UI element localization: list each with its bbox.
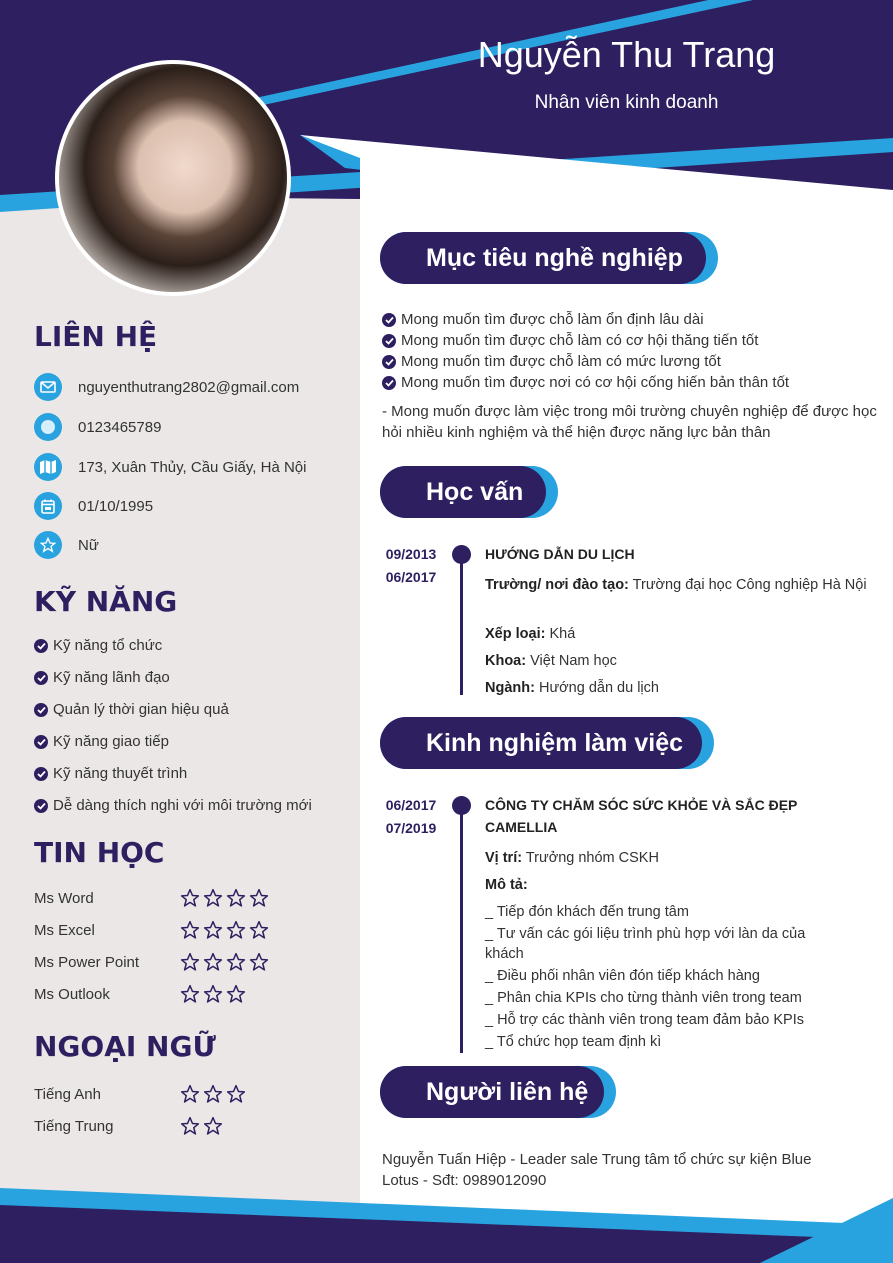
star-rating bbox=[180, 984, 246, 1004]
education-heading: Học vấn bbox=[380, 466, 546, 518]
rating-row: Tiếng Anh bbox=[34, 1084, 334, 1104]
education-start-date: 09/2013 bbox=[385, 546, 437, 562]
education-title: HƯỚNG DẪN DU LỊCH bbox=[485, 546, 635, 562]
objective-item: Mong muốn tìm được chỗ làm có mức lương tốt bbox=[382, 353, 721, 370]
rating-row: Ms Power Point bbox=[34, 952, 334, 972]
star-icon bbox=[203, 1084, 223, 1104]
star-icon bbox=[180, 1084, 200, 1104]
star-icon bbox=[180, 920, 200, 940]
mail-icon bbox=[34, 373, 62, 401]
experience-position: Vị trí: Trưởng nhóm CSKH bbox=[485, 850, 659, 866]
star-icon bbox=[180, 888, 200, 908]
skill-item: Kỹ năng thuyết trình bbox=[34, 765, 187, 782]
education-end-date: 06/2017 bbox=[385, 569, 437, 585]
skill-item: Kỹ năng giao tiếp bbox=[34, 733, 169, 750]
star-icon bbox=[226, 952, 246, 972]
star-icon bbox=[226, 888, 246, 908]
skill-item: Kỹ năng tổ chức bbox=[34, 637, 162, 654]
calendar-icon bbox=[34, 492, 62, 520]
star-rating bbox=[180, 888, 269, 908]
star-icon bbox=[203, 984, 223, 1004]
star-icon bbox=[249, 920, 269, 940]
timeline-line bbox=[460, 811, 463, 1053]
objective-paragraph: - Mong muốn được làm việc trong môi trường chuyên nghiệp để được học hỏi nhiều kinh nghiệm và thể hiện được năng lực bản thân bbox=[382, 403, 877, 441]
star-icon bbox=[180, 952, 200, 972]
contact-phone[interactable]: 0123465789 bbox=[34, 413, 161, 441]
timeline-line bbox=[460, 560, 463, 695]
contact-email[interactable]: nguyenthutrang2802@gmail.com bbox=[34, 373, 299, 401]
star-icon bbox=[203, 888, 223, 908]
check-icon bbox=[34, 639, 48, 653]
check-icon bbox=[34, 703, 48, 717]
map-icon bbox=[34, 453, 62, 481]
check-icon bbox=[34, 799, 48, 813]
experience-task: _ Điều phối nhân viên đón tiếp khách hàng bbox=[485, 968, 760, 984]
star-icon bbox=[180, 984, 200, 1004]
objective-heading: Mục tiêu nghề nghiệp bbox=[380, 232, 706, 284]
skill-item: Dễ dàng thích nghi với môi trường mới bbox=[34, 797, 312, 814]
star-icon bbox=[203, 1116, 223, 1136]
check-icon bbox=[382, 376, 396, 390]
star-rating bbox=[180, 952, 269, 972]
star-rating bbox=[180, 920, 269, 940]
computer-heading: TIN HỌC bbox=[34, 836, 165, 869]
star-icon bbox=[249, 888, 269, 908]
experience-description-label: Mô tả: bbox=[485, 877, 528, 893]
profile-photo bbox=[55, 60, 291, 296]
experience-task: _ Tư vấn các gói liệu trình phù hợp với làn da của khách bbox=[485, 926, 806, 962]
star-icon bbox=[180, 1116, 200, 1136]
languages-heading: NGOẠI NGỮ bbox=[34, 1030, 216, 1063]
candidate-title: Nhân viên kinh doanh bbox=[534, 92, 719, 113]
rating-row: Ms Outlook bbox=[34, 984, 334, 1004]
skill-item: Kỹ năng lãnh đạo bbox=[34, 669, 170, 686]
phone-icon bbox=[34, 413, 62, 441]
contact-address: 173, Xuân Thủy, Cầu Giấy, Hà Nội bbox=[34, 453, 306, 481]
star-icon bbox=[226, 984, 246, 1004]
education-grade: Xếp loại: Khá bbox=[485, 626, 576, 642]
experience-company: CÔNG TY CHĂM SÓC SỨC KHỎE VÀ SẮC ĐẸP CAMELLIA bbox=[485, 797, 798, 835]
check-icon bbox=[382, 355, 396, 369]
reference-heading: Người liên hệ bbox=[380, 1066, 604, 1118]
education-faculty: Khoa: Việt Nam học bbox=[485, 653, 617, 669]
star-icon bbox=[226, 1084, 246, 1104]
experience-task: _ Hỗ trợ các thành viên trong team đảm bảo KPIs bbox=[485, 1012, 805, 1028]
experience-start-date: 06/2017 bbox=[385, 797, 437, 813]
star-rating bbox=[180, 1116, 223, 1136]
contact-heading: LIÊN HỆ bbox=[34, 320, 158, 353]
skills-heading: KỸ NĂNG bbox=[34, 585, 178, 618]
check-icon bbox=[382, 313, 396, 327]
star-icon bbox=[34, 531, 62, 559]
objective-item: Mong muốn tìm được nơi có cơ hội cống hiến bản thân tốt bbox=[382, 374, 789, 391]
education-school: Trường/ nơi đào tạo: Trường đại học Công nghiệp Hà Nội bbox=[485, 577, 867, 593]
skill-item: Quản lý thời gian hiệu quả bbox=[34, 701, 229, 718]
experience-heading: Kinh nghiệm làm việc bbox=[380, 717, 702, 769]
objective-item: Mong muốn tìm được chỗ làm ổn định lâu dài bbox=[382, 311, 704, 328]
rating-row: Tiếng Trung bbox=[34, 1116, 334, 1136]
star-rating bbox=[180, 1084, 246, 1104]
contact-gender: Nữ bbox=[34, 531, 99, 559]
reference-text: Nguyễn Tuấn Hiệp - Leader sale Trung tâm tổ chức sự kiện Blue Lotus - Sđt: 0989012090 bbox=[382, 1151, 812, 1189]
candidate-name: Nguyễn Thu Trang bbox=[477, 34, 776, 75]
experience-task: _ Tiếp đón khách đến trung tâm bbox=[485, 904, 689, 920]
star-icon bbox=[203, 952, 223, 972]
objective-item: Mong muốn tìm được chỗ làm có cơ hội thăng tiến tốt bbox=[382, 332, 758, 349]
check-icon bbox=[382, 334, 396, 348]
check-icon bbox=[34, 671, 48, 685]
rating-row: Ms Word bbox=[34, 888, 334, 908]
check-icon bbox=[34, 735, 48, 749]
experience-task: _ Tổ chức họp team định kì bbox=[485, 1034, 662, 1050]
rating-row: Ms Excel bbox=[34, 920, 334, 940]
experience-task: _ Phân chia KPIs cho từng thành viên trong team bbox=[485, 990, 802, 1006]
contact-birthday: 01/10/1995 bbox=[34, 492, 153, 520]
experience-end-date: 07/2019 bbox=[385, 820, 437, 836]
star-icon bbox=[249, 952, 269, 972]
check-icon bbox=[34, 767, 48, 781]
education-major: Ngành: Hướng dẫn du lịch bbox=[485, 680, 659, 696]
star-icon bbox=[203, 920, 223, 940]
star-icon bbox=[226, 920, 246, 940]
